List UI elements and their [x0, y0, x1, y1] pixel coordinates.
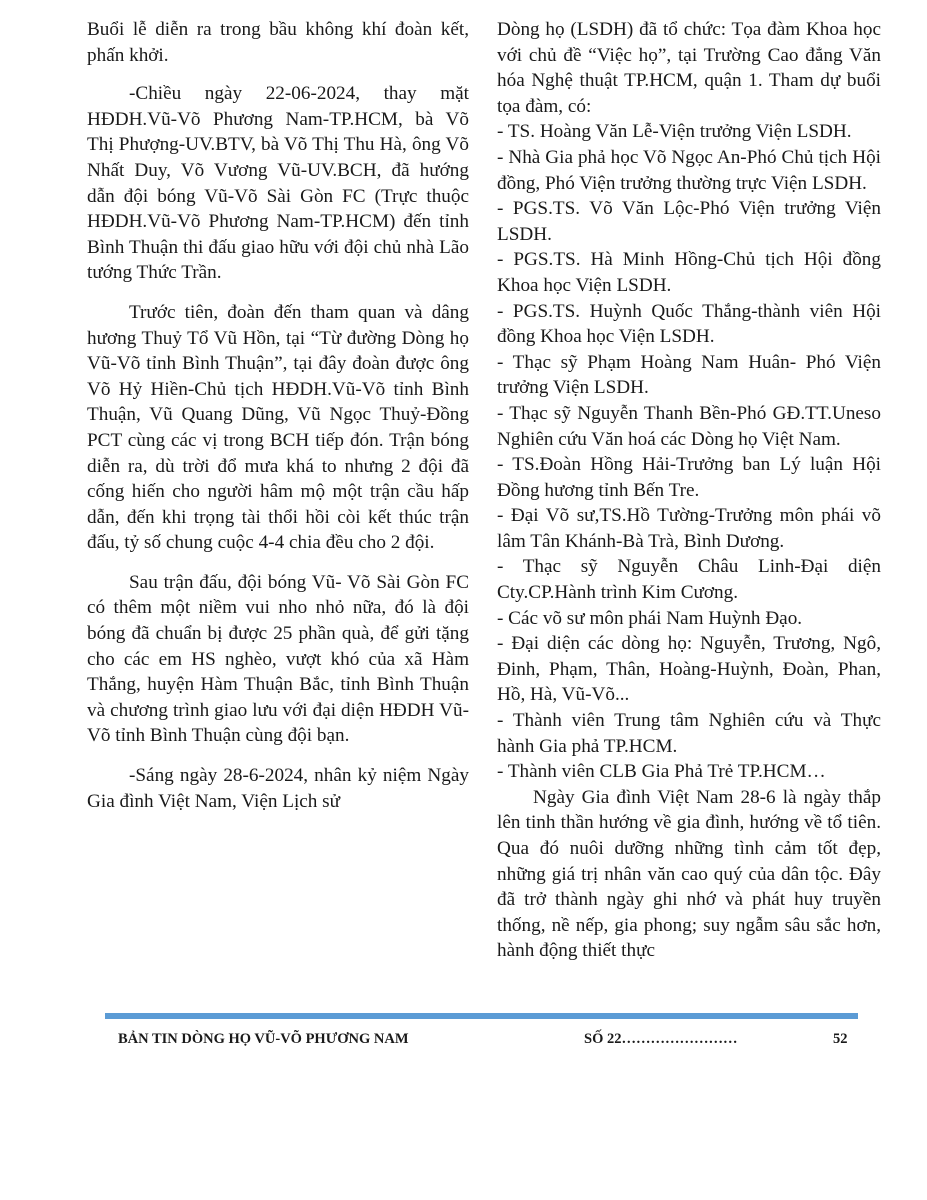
footer-issue: SỐ 22……………………: [584, 1031, 738, 1047]
attendee-item: - TS. Hoàng Văn Lễ-Viện trưởng Viện LSDH.: [497, 121, 852, 143]
attendee-item: - Thành viên Trung tâm Nghiên cứu và Thực hành Gia phả TP.HCM.: [497, 710, 881, 757]
left-column: [87, 17, 469, 814]
attendee-item: - PGS.TS. Huỳnh Quốc Thắng-thành viên Hội đồng Khoa học Viện LSDH.: [497, 300, 881, 348]
paragraph: Ngày Gia đình Việt Nam 28-6 là ngày thắp lên tinh thần hướng về gia đình, hướng về tổ tiên. Qua đó nuôi dưỡng những tình cảm tốt đẹp, những giá trị nhân văn cao quý của dân tộc. Đây đã trở thành ngày ghi nhớ và phát huy truyền thống, nề nếp, gia phong; suy ngẫm sâu sắc hơn, hành động thiết thực: [497, 786, 881, 962]
paragraph: -Sáng ngày 28-6-2024, nhân kỷ niệm Ngày Gia đình Việt Nam, Viện Lịch sử: [87, 765, 469, 812]
attendee-item: - Thạc sỹ Nguyễn Châu Linh-Đại diện Cty.CP.Hành trình Kim Cương.: [497, 556, 881, 604]
paragraph: Dòng họ (LSDH) đã tổ chức: Tọa đàm Khoa học với chủ đề “Việc họ”, tại Trường Cao đẳng Văn hóa Nghệ thuật TP.HCM, quận 1. Tham dự buổi tọa đàm, có:: [497, 19, 881, 117]
attendee-item: - TS.Đoàn Hồng Hải-Trưởng ban Lý luận Hội Đồng hương tỉnh Bến Tre.: [497, 454, 881, 501]
right-column: [497, 17, 881, 964]
attendee-item: - Đại diện các dòng họ: Nguyễn, Trương, Ngô, Đinh, Phạm, Thân, Hoàng-Huỳnh, Đoàn, Phan, Hồ, Hà, Vũ-Võ...: [497, 633, 881, 706]
paragraph: Sau trận đấu, đội bóng Vũ- Võ Sài Gòn FC có thêm một niềm vui nho nhỏ nữa, đó là đội bóng đã chuẩn bị được 25 phần quà, để gửi tặng cho các em HS nghèo, vượt khó của xã Hàm Thắng, huyện Hàm Thuận Bắc, tỉnh Bình Thuận và chương trình giao lưu với đại diện HĐDH Vũ-Võ tỉnh Bình Thuận cùng đội bạn.: [87, 571, 469, 747]
page-number: 52: [833, 1031, 848, 1047]
attendee-item: - Thạc sỹ Phạm Hoàng Nam Huân- Phó Viện trưởng Viện LSDH.: [497, 351, 881, 399]
footer-title: BẢN TIN DÒNG HỌ VŨ-VÕ PHƯƠNG NAM: [118, 1031, 409, 1047]
paragraph: Buổi lễ diễn ra trong bầu không khí đoàn kết, phấn khởi.: [87, 19, 469, 66]
attendee-item: - Các võ sư môn phái Nam Huỳnh Đạo.: [497, 607, 803, 629]
attendee-item: - PGS.TS. Hà Minh Hồng-Chủ tịch Hội đồng Khoa học Viện LSDH.: [497, 249, 881, 296]
attendee-item: - PGS.TS. Võ Văn Lộc-Phó Viện trưởng Viện LSDH.: [497, 198, 881, 245]
attendee-item: - Thành viên CLB Gia Phả Trẻ TP.HCM…: [497, 761, 826, 783]
attendee-item: - Thạc sỹ Nguyễn Thanh Bền-Phó GĐ.TT.Uneso Nghiên cứu Văn hoá các Dòng họ Việt Nam.: [497, 402, 881, 450]
attendee-item: - Nhà Gia phả học Võ Ngọc An-Phó Chủ tịch Hội đồng, Phó Viện trưởng thường trực Viện LSDH.: [497, 146, 881, 194]
footer-rule: [105, 1013, 858, 1019]
paragraph: Trước tiên, đoàn đến tham quan và dâng hương Thuỷ Tổ Vũ Hồn, tại “Từ đường Dòng họ Vũ-Võ tỉnh Bình Thuận”, tại đây đoàn được ông Võ Hỷ Hiền-Chủ tịch HĐDH.Vũ-Võ tỉnh Bình Thuận, Vũ Quang Dũng, Vũ Ngọc Thuỷ-Đồng PCT cùng các vị trong BCH tiếp đón. Trận bóng diễn ra, dù trời đổ mưa khá to nhưng 2 đội đã cống hiến cho người hâm mộ một trận cầu hấp dẫn, đến khi trọng tài thổi hồi còi kết thúc trận đấu, tỷ số chung cuộc 4-4 chia đều cho 2 đội.: [87, 301, 469, 554]
attendee-item: - Đại Võ sư,TS.Hồ Tường-Trưởng môn phái võ lâm Tân Khánh-Bà Trà, Bình Dương.: [497, 505, 881, 552]
paragraph: -Chiều ngày 22-06-2024, thay mặt HĐDH.Vũ-Võ Phương Nam-TP.HCM, bà Võ Thị Phượng-UV.BTV, bà Võ Thị Thu Hà, ông Võ Nhất Duy, Võ Vương Vũ-UV.BCH, đã hướng dẫn đội bóng Vũ-Võ Sài Gòn FC (Trực thuộc HĐDH.Vũ-Võ Phương Nam-TP.HCM) đến tỉnh Bình Thuận thi đấu giao hữu với đội chủ nhà Lão tướng Thức Trần.: [87, 83, 469, 284]
